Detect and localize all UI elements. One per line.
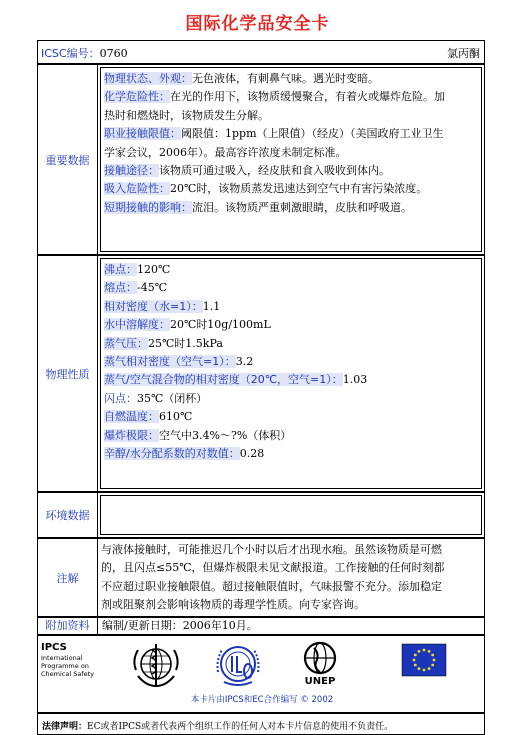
important-content bbox=[100, 67, 482, 252]
eu-star-icon bbox=[414, 664, 417, 667]
data-line bbox=[104, 408, 478, 426]
data-line bbox=[104, 107, 478, 125]
logos-section bbox=[37, 635, 485, 713]
data-key: 蒸气/空气混合物的相对密度（20℃，空气=1）： bbox=[104, 373, 343, 387]
data-line bbox=[104, 390, 478, 408]
data-value: 0.28 bbox=[239, 447, 265, 461]
note-line: 与液体接触时，可能推迟几个小时以后才出现水疱。虽然该物质是可燃 bbox=[101, 543, 442, 556]
environment-section bbox=[37, 492, 485, 538]
physical-section bbox=[37, 255, 485, 492]
page-title: 国际化学品安全卡 bbox=[185, 14, 330, 34]
eu-star-icon bbox=[431, 654, 434, 657]
legal-label: 法律声明： bbox=[42, 722, 88, 732]
physical-label: 物理性质 bbox=[38, 256, 98, 491]
eu-star-icon bbox=[413, 659, 416, 662]
data-line bbox=[104, 445, 478, 463]
data-line bbox=[104, 125, 478, 143]
data-value: 在光的作用下，该物质缓慢聚合，有着火或爆炸危险。加 bbox=[170, 90, 445, 104]
data-key: 爆炸极限： bbox=[104, 428, 159, 442]
data-value: 热时和燃烧时，该物质发生分解。 bbox=[104, 108, 269, 122]
data-key: 接触途径： bbox=[104, 164, 159, 178]
ipcs-line: Chemical Safety bbox=[41, 670, 95, 678]
data-value: 空气中3.4%～?%（体积） bbox=[159, 428, 292, 442]
data-value: 25℃时1.5kPa bbox=[148, 336, 223, 350]
data-value: 35℃（闭杯） bbox=[137, 391, 208, 405]
environment-content bbox=[100, 495, 482, 535]
data-value: 610℃ bbox=[159, 410, 193, 424]
data-value: 20℃时10g/100mL bbox=[170, 318, 271, 332]
data-line bbox=[104, 279, 478, 297]
data-line bbox=[104, 144, 478, 162]
data-key: 水中溶解度： bbox=[104, 318, 170, 332]
data-value: 阈限值：1ppm（上限值）（经皮）（美国政府工业卫生 bbox=[181, 127, 444, 141]
important-section bbox=[37, 64, 485, 255]
data-value: 120℃ bbox=[137, 263, 171, 276]
eu-star-icon bbox=[418, 667, 421, 670]
data-value: 3.2 bbox=[235, 355, 254, 369]
eu-star-icon bbox=[428, 667, 431, 670]
ipcs-line: International bbox=[41, 654, 83, 662]
data-line bbox=[104, 261, 478, 279]
additional-section bbox=[37, 617, 485, 635]
data-key: 自燃温度： bbox=[104, 410, 159, 424]
note-line: 剂或阻聚剂会影响该物质的毒理学性质。向专家咨询。 bbox=[101, 598, 365, 612]
data-line bbox=[104, 316, 478, 334]
copyright-text: 本卡片由IPCS和EC合作编写 © 2002 bbox=[190, 695, 334, 705]
ipcs-logo-text bbox=[41, 642, 94, 678]
data-line bbox=[104, 371, 478, 389]
important-label: 重要数据 bbox=[38, 65, 98, 254]
data-key: 沸点： bbox=[104, 263, 137, 276]
data-value: -45℃ bbox=[137, 281, 168, 295]
data-value: 1.03 bbox=[342, 373, 368, 387]
data-line bbox=[104, 88, 478, 106]
data-key: 熔点： bbox=[104, 281, 137, 295]
additional-label: 附加资料 bbox=[38, 618, 98, 634]
data-value: 该物质可通过吸入，经皮肤和食入吸收到体内。 bbox=[159, 164, 390, 178]
data-key: 短期接触的影响： bbox=[104, 200, 192, 214]
eu-star-icon bbox=[423, 669, 426, 672]
notes-content bbox=[98, 539, 484, 616]
additional-value: 编制/更新日期：2006年10月。 bbox=[102, 619, 258, 632]
note-line: 的，且闪点≤55℃，但爆炸极限未见文献报道。工作接触的任何时刻都 bbox=[101, 561, 445, 575]
ipcs-title: IPCS bbox=[41, 642, 67, 653]
data-line bbox=[104, 70, 478, 88]
legal-disclaimer bbox=[37, 713, 485, 735]
who-emblem-icon bbox=[130, 640, 182, 690]
chemical-name: 氯丙酮 bbox=[447, 47, 480, 60]
note-line: 不应超过职业接触限值。超过接触限值时，气味报警不充分。添加稳定 bbox=[101, 579, 442, 593]
data-line bbox=[104, 335, 478, 353]
eu-star-icon bbox=[431, 664, 434, 667]
data-key: 蒸气相对密度（空气=1）： bbox=[104, 355, 236, 369]
card-header bbox=[37, 40, 485, 64]
data-line bbox=[104, 298, 478, 316]
data-key: 吸入危险性： bbox=[104, 182, 170, 196]
data-line bbox=[104, 199, 478, 217]
icsc-value: 0760 bbox=[99, 47, 128, 60]
eu-star-icon bbox=[433, 659, 436, 662]
data-value: 流泪。该物质严重刺激眼睛，皮肤和呼吸道。 bbox=[192, 200, 412, 214]
eu-star-icon bbox=[414, 654, 417, 657]
environment-label: 环境数据 bbox=[38, 493, 98, 537]
data-key: 化学危险性： bbox=[104, 90, 170, 104]
data-key: 相对密度（水=1）： bbox=[104, 299, 203, 313]
data-line bbox=[104, 180, 478, 198]
data-value: 无色液体，有刺鼻气味。遇光时变暗。 bbox=[192, 72, 379, 85]
unep-label: UNEP bbox=[304, 676, 336, 687]
data-value: 1.1 bbox=[202, 299, 221, 313]
data-value: 20℃时，该物质蒸发迅速达到空气中有害污染浓度。 bbox=[170, 182, 428, 196]
unep-emblem-icon bbox=[300, 640, 340, 678]
eu-star-icon bbox=[423, 649, 426, 652]
data-key: 职业接触限值： bbox=[104, 127, 181, 141]
data-line bbox=[104, 427, 478, 445]
data-line bbox=[104, 353, 478, 371]
data-key: 蒸气压： bbox=[104, 336, 148, 350]
physical-content bbox=[100, 258, 482, 489]
data-line bbox=[104, 162, 478, 180]
data-value: 学家会议，2006年）。最高容许浓度未制定标准。 bbox=[104, 145, 347, 159]
icsc-label: ICSC编号： bbox=[41, 47, 100, 60]
ipcs-line: Programme on bbox=[41, 662, 89, 670]
data-key: 闪点： bbox=[104, 391, 137, 405]
ilo-emblem-icon bbox=[212, 640, 264, 690]
eu-star-icon bbox=[428, 650, 431, 653]
notes-section bbox=[37, 538, 485, 617]
data-key: 物理状态、外观： bbox=[104, 72, 192, 85]
eu-star-icon bbox=[418, 650, 421, 653]
notes-label: 注解 bbox=[38, 539, 98, 616]
data-key: 辛醇/水分配系数的对数值： bbox=[104, 447, 240, 461]
icsc-number bbox=[41, 45, 128, 61]
eu-flag-icon bbox=[402, 644, 446, 676]
legal-text: EC或者IPCS或者代表两个组织工作的任何人对本卡片信息的使用不负责任。 bbox=[87, 722, 394, 732]
